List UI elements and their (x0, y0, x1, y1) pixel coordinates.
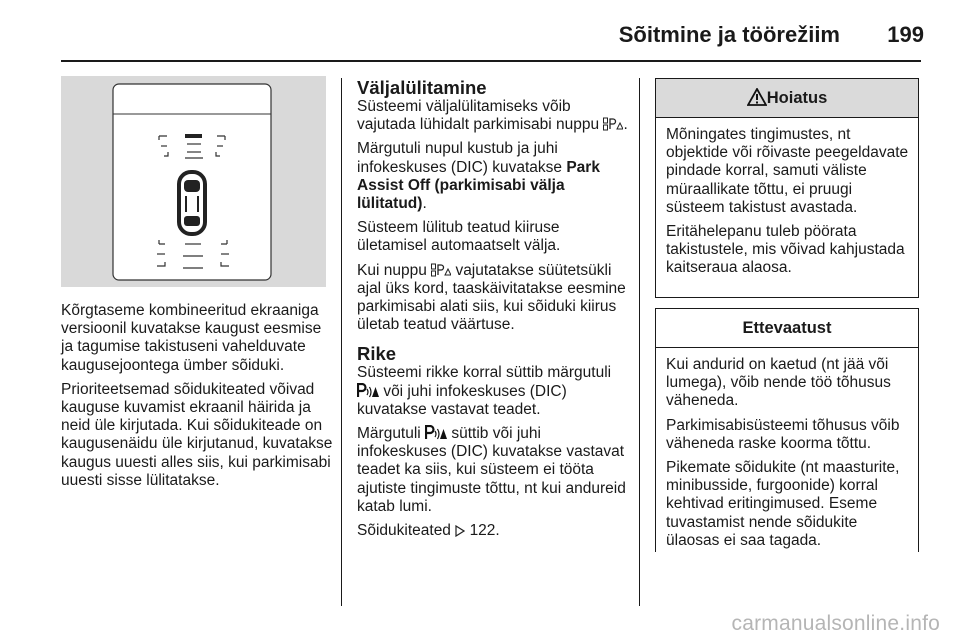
fault-paragraph-1: Süsteemi rikke korral süttib märgutuli või juhi infokeskuses (DIC) kuvatakse vastavat teadet. (357, 364, 612, 418)
running-header: Sõitmine ja töörežiim (618, 22, 840, 47)
parking-display-illustration (61, 76, 326, 287)
watermark: carmanualsonline.info (731, 612, 940, 635)
middle-column (357, 78, 629, 546)
caution-header (656, 309, 918, 348)
warning-header (656, 79, 918, 118)
parking-assist-button-icon (431, 263, 451, 277)
deactivation-paragraph-1: Süsteemi väljalülitamiseks võib vajutada lühidalt parkimisabi nuppu . (357, 98, 628, 134)
page-number: 199 (887, 22, 924, 47)
parking-assist-indicator-icon (425, 425, 447, 440)
heading-deactivation: Väljalülitamine (357, 77, 487, 98)
park-assist-off-message: Park Assist Off (parkimisabi välja lülitatud) (357, 158, 600, 213)
left-paragraph-1: Kõrgtaseme kombineeritud ekraaniga versioonil kuvatakse kaugust eesmise ja tagumise takistuseni vahelduvate kaugusejoontega ümber sõiduki. (61, 302, 322, 374)
parking-assist-display-figure (61, 76, 326, 287)
caution-paragraph-2: Parkimisabisüsteemi tõhusus võib väheneda raske koorma tõttu. (666, 416, 900, 452)
deactivation-paragraph-2: Märgutuli nupul kustub ja juhi infokeskuses (DIC) kuvatakse Park Assist Off (parkimisabi välja lülitatud). (357, 140, 600, 213)
column-separator-left (341, 78, 342, 606)
column-separator-right (639, 78, 640, 606)
caution-paragraph-1: Kui andurid on kaetud (nt jää või lumega), võib nende töö tõhusus väheneda. (666, 356, 891, 410)
warning-paragraph-1: Mõningates tingimustes, nt objektide või rõivaste peegeldavate pindade korral, samuti väliste müraallikate tõttu, ei pruugi süsteem takistust avastada. (666, 126, 909, 216)
warning-box (655, 78, 919, 298)
deactivation-paragraph-3: Süsteem lülitub teatud kiiruse ületamisel automaatselt välja. (357, 219, 561, 255)
caution-body (656, 348, 918, 560)
left-paragraph-2: Prioriteetsemad sõidukiteated võivad kauguse kuvamist ekraanil häirida ja neid üle kirjutada. Kui sõidukiteade on kaugusenäidu üle kirjutanud, kuvatakse kaugus uuesti alles siis, kui parkimisabi uuesti sisse lülitatakse. (61, 380, 333, 489)
page-reference-link[interactable]: 122. (469, 522, 500, 540)
header-rule (61, 60, 921, 62)
left-column (61, 302, 333, 496)
parking-assist-indicator-icon (357, 383, 379, 398)
caution-title: Ettevaatust (742, 319, 832, 337)
heading-fault: Rike (357, 343, 397, 365)
warning-body (656, 118, 918, 288)
deactivation-paragraph-4: Kui nuppu vajutatakse süütetsükli ajal üks kord, taaskäivitatakse eesmine parkimisabi alati siis, kui sõiduki kiirus ületab teatud väärtuse. (357, 261, 626, 334)
warning-paragraph-2: Eritähelepanu tuleb pöörata takistustele, mis võivad kahjustada kaitseraua alaosa. (666, 223, 905, 277)
parking-assist-button-icon (603, 117, 623, 131)
warning-triangle-icon (747, 88, 767, 106)
fault-paragraph-3[interactable]: Sõidukiteated 122. (357, 522, 500, 540)
caution-paragraph-3: Pikemate sõidukite (nt maasturite, minibusside, furgoonide) korral kehtivad eritingimused. Eseme tuvastamist nende sõidukite ülaosas ei saa tagada. (666, 459, 900, 549)
caution-box (655, 308, 919, 552)
triangle-reference-icon (455, 525, 465, 537)
fault-paragraph-2: Märgutuli süttib või juhi infokeskuses (DIC) kuvatakse vastavat teadet ka siis, kui süsteem ei tööta ajutiste tingimuste tõttu, nt kui andureid katab lumi. (357, 425, 626, 515)
warning-title: Hoiatus (766, 89, 828, 107)
